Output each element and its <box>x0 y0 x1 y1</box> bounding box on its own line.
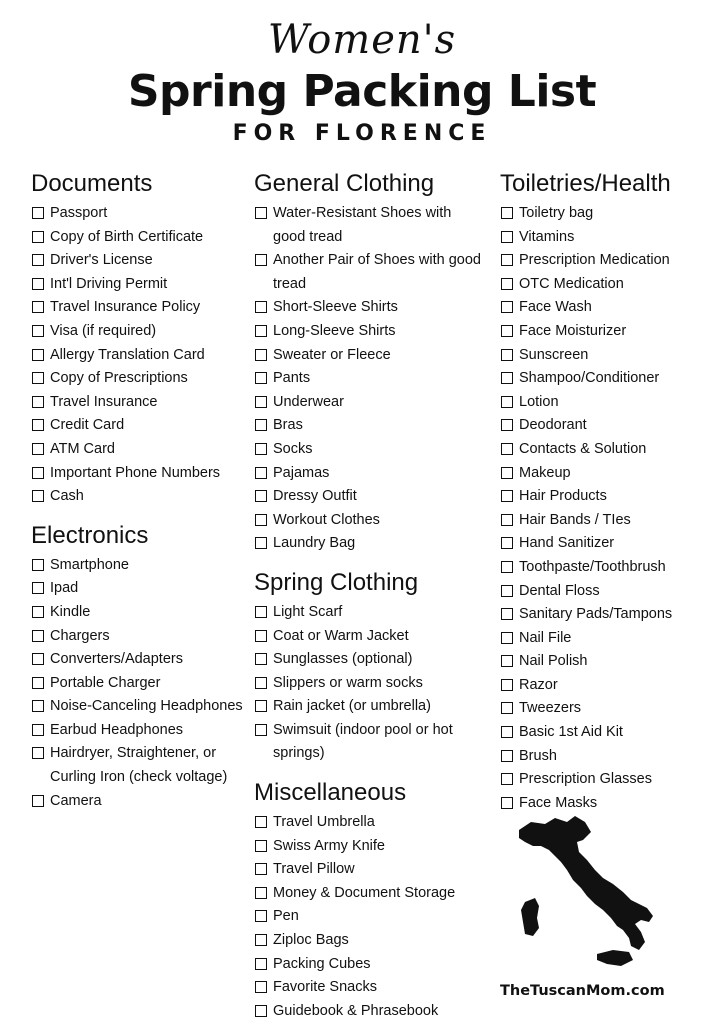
checklist-item-label: Earbud Headphones <box>50 721 184 738</box>
checkbox-icon[interactable] <box>255 514 267 526</box>
checklist <box>31 554 246 814</box>
checklist-item-label: Dressy Outfit <box>273 488 357 505</box>
checklist-item-label: OTC Medication <box>519 275 624 292</box>
page-subtitle: FOR FLORENCE <box>232 121 492 146</box>
checkbox-icon[interactable] <box>501 490 513 502</box>
checklist-item[interactable] <box>254 835 484 859</box>
checklist-item[interactable] <box>31 672 246 696</box>
checklist-item[interactable] <box>254 249 484 296</box>
checklist-item[interactable] <box>31 202 246 226</box>
checklist-item[interactable] <box>31 577 246 601</box>
checklist-item-label: Swimsuit (indoor pool or hot springs) <box>273 721 453 762</box>
checkbox-icon[interactable] <box>255 606 267 618</box>
checkbox-icon[interactable] <box>255 630 267 642</box>
checklist-item-label: Copy of Prescriptions <box>50 370 188 387</box>
checkbox-icon[interactable] <box>255 254 267 266</box>
checkbox-icon[interactable] <box>255 887 267 899</box>
checkbox-icon[interactable] <box>32 254 44 266</box>
checkbox-icon[interactable] <box>255 958 267 970</box>
checklist-item[interactable] <box>31 367 246 391</box>
section-documents <box>31 166 246 509</box>
checklist-item-label: Camera <box>50 792 102 809</box>
checkbox-icon[interactable] <box>32 559 44 571</box>
checkbox-icon[interactable] <box>501 726 513 738</box>
checklist-item[interactable] <box>254 953 484 977</box>
checklist-item-label: Razor <box>519 676 558 693</box>
checklist <box>254 811 484 1023</box>
checklist-item[interactable] <box>31 742 246 789</box>
checklist-item-label: Ziploc Bags <box>273 932 349 949</box>
checklist-item[interactable] <box>254 344 484 368</box>
checklist-item-label: Another Pair of Shoes with good tread <box>273 252 481 292</box>
checklist-item-label: Travel Insurance Policy <box>50 299 201 316</box>
checklist-item[interactable] <box>31 226 246 250</box>
section-spring-clothing <box>254 565 484 766</box>
checklist-item[interactable] <box>500 226 715 250</box>
checklist-item-label: Slippers or warm socks <box>273 674 423 691</box>
checkbox-icon[interactable] <box>501 325 513 337</box>
checklist-item-label: Nail File <box>519 629 572 646</box>
checklist-item[interactable] <box>254 414 484 438</box>
checklist-item-label: Hairdryer, Straightener, or Curling Iron (check voltage) <box>50 745 228 786</box>
checkbox-icon[interactable] <box>255 981 267 993</box>
checklist-item-label: Basic 1st Aid Kit <box>519 724 623 741</box>
checklist-item[interactable] <box>500 367 715 391</box>
checklist-item[interactable] <box>500 580 715 604</box>
checklist <box>500 202 715 815</box>
checkbox-icon[interactable] <box>32 419 44 431</box>
checklist-item[interactable] <box>254 320 484 344</box>
checkbox-icon[interactable] <box>501 750 513 762</box>
checkbox-icon[interactable] <box>32 467 44 479</box>
checkbox-icon[interactable] <box>255 816 267 828</box>
checklist-item-label: Water-Resistant Shoes with good tread <box>273 205 452 245</box>
checklist-item-label: Travel Insurance <box>50 393 158 410</box>
checklist-item-label: Lotion <box>519 393 559 410</box>
checklist-item-label: Chargers <box>50 627 110 644</box>
checklist-item-label: Guidebook & Phrasebook <box>273 1002 439 1019</box>
checklist-item[interactable] <box>31 320 246 344</box>
section-electronics <box>31 518 246 814</box>
checklist-item-label: Short-Sleeve Shirts <box>273 299 398 316</box>
checklist-item-label: Favorite Snacks <box>273 979 377 996</box>
checklist-item-label: Face Moisturizer <box>519 322 627 339</box>
checklist-item[interactable] <box>254 367 484 391</box>
checkbox-icon[interactable] <box>501 372 513 384</box>
italy-map-icon <box>505 812 665 977</box>
checklist-item-label: Light Scarf <box>273 603 343 620</box>
checklist-item-label: Pen <box>273 908 299 925</box>
checklist-item-label: Pajamas <box>273 464 330 481</box>
checklist-item[interactable] <box>500 697 715 721</box>
checklist-item-label: Face Wash <box>519 299 592 316</box>
checklist-item-label: Money & Document Storage <box>273 884 456 901</box>
checkbox-icon[interactable] <box>501 773 513 785</box>
checklist-item[interactable] <box>500 721 715 745</box>
checkbox-icon[interactable] <box>255 207 267 219</box>
checklist-item[interactable] <box>254 719 484 766</box>
checkbox-icon[interactable] <box>32 396 44 408</box>
checklist-item[interactable] <box>254 202 484 249</box>
checkbox-icon[interactable] <box>501 419 513 431</box>
checkbox-icon[interactable] <box>32 443 44 455</box>
checkbox-icon[interactable] <box>32 795 44 807</box>
page-title: Spring Packing List <box>127 66 597 117</box>
checklist-item-label: Pants <box>273 370 311 387</box>
checklist-item[interactable] <box>500 462 715 486</box>
checkbox-icon[interactable] <box>501 585 513 597</box>
checklist-item-label: Travel Umbrella <box>273 814 375 831</box>
checklist-item[interactable] <box>254 929 484 953</box>
checklist-item[interactable] <box>500 391 715 415</box>
checklist-item[interactable] <box>254 485 484 509</box>
checklist-item-label: Laundry Bag <box>273 535 356 552</box>
checkbox-icon[interactable] <box>501 797 513 809</box>
checkbox-icon[interactable] <box>255 419 267 431</box>
checklist-item-label: Ipad <box>50 580 79 597</box>
checklist-item-label: Int'l Driving Permit <box>50 275 168 292</box>
checklist-item[interactable] <box>500 745 715 769</box>
checkbox-icon[interactable] <box>255 467 267 479</box>
checkbox-icon[interactable] <box>501 632 513 644</box>
checkbox-icon[interactable] <box>32 747 44 759</box>
checkbox-icon[interactable] <box>32 207 44 219</box>
checklist-item-label: Hair Bands / TIes <box>519 511 631 528</box>
checkbox-icon[interactable] <box>501 514 513 526</box>
checklist <box>254 202 484 556</box>
checklist-item-label: Workout Clothes <box>273 511 380 528</box>
checklist-item-label: Hair Products <box>519 488 607 505</box>
checkbox-icon[interactable] <box>32 490 44 502</box>
checklist-item-label: Sweater or Fleece <box>273 346 391 363</box>
checkbox-icon[interactable] <box>501 207 513 219</box>
checkbox-icon[interactable] <box>255 301 267 313</box>
checklist-item[interactable] <box>254 532 484 556</box>
checkbox-icon[interactable] <box>32 349 44 361</box>
checklist-item[interactable] <box>254 976 484 1000</box>
checklist-item[interactable] <box>500 556 715 580</box>
checklist-item[interactable] <box>31 790 246 814</box>
checkbox-icon[interactable] <box>501 278 513 290</box>
checklist-item[interactable] <box>31 719 246 743</box>
checklist-item[interactable] <box>31 462 246 486</box>
checklist-item-label: Rain jacket (or umbrella) <box>273 698 431 715</box>
checklist-item-label: Tweezers <box>519 700 582 717</box>
checkbox-icon[interactable] <box>255 349 267 361</box>
checklist-item[interactable] <box>500 344 715 368</box>
checklist-item[interactable] <box>31 273 246 297</box>
column-2 <box>254 166 484 1023</box>
checkbox-icon[interactable] <box>501 679 513 691</box>
column-1 <box>31 166 246 813</box>
checkbox-icon[interactable] <box>255 677 267 689</box>
section-title: Spring Clothing <box>254 568 419 596</box>
section-miscellaneous <box>254 775 484 1023</box>
checklist-item[interactable] <box>254 858 484 882</box>
checkbox-icon[interactable] <box>32 653 44 665</box>
checklist-item[interactable] <box>31 391 246 415</box>
checkbox-icon[interactable] <box>255 653 267 665</box>
checklist-item[interactable] <box>254 1000 484 1024</box>
checkbox-icon[interactable] <box>255 934 267 946</box>
checkbox-icon[interactable] <box>32 301 44 313</box>
checklist-item[interactable] <box>254 905 484 929</box>
checklist-item[interactable] <box>500 509 715 533</box>
checklist-item[interactable] <box>500 320 715 344</box>
checklist-item[interactable] <box>500 532 715 556</box>
checkbox-icon[interactable] <box>501 655 513 667</box>
section-general-clothing <box>254 166 484 556</box>
checklist <box>254 601 484 766</box>
checklist-item-label: Sunglasses (optional) <box>273 651 413 668</box>
checkbox-icon[interactable] <box>255 443 267 455</box>
italy-map-shape <box>505 812 665 977</box>
script-title: Women's <box>267 17 457 63</box>
checklist-item-label: Hand Sanitizer <box>519 535 615 552</box>
checklist-item-label: Coat or Warm Jacket <box>273 627 409 644</box>
checklist-item-label: Nail Polish <box>519 653 588 670</box>
checklist-item[interactable] <box>254 296 484 320</box>
checklist-item-label: Passport <box>50 205 108 221</box>
checkbox-icon[interactable] <box>32 724 44 736</box>
checklist-item[interactable] <box>254 391 484 415</box>
checklist-item-label: Allergy Translation Card <box>50 346 205 363</box>
checkbox-icon[interactable] <box>255 1005 267 1017</box>
checklist-item-label: Credit Card <box>50 417 125 434</box>
checkbox-icon[interactable] <box>255 325 267 337</box>
checklist-item-label: Noise-Canceling Headphones <box>50 698 243 715</box>
checkbox-icon[interactable] <box>501 396 513 408</box>
checklist-item-label: Visa (if required) <box>50 322 157 339</box>
checklist-item-label: Converters/Adapters <box>50 651 183 668</box>
checklist-item-label: ATM Card <box>50 440 115 457</box>
section-title: General Clothing <box>254 170 435 197</box>
checkbox-icon[interactable] <box>32 700 44 712</box>
checkbox-icon[interactable] <box>32 231 44 243</box>
checklist-item[interactable] <box>254 438 484 462</box>
checkbox-icon[interactable] <box>255 910 267 922</box>
checkbox-icon[interactable] <box>501 349 513 361</box>
checkbox-icon[interactable] <box>255 372 267 384</box>
checklist-item[interactable] <box>500 414 715 438</box>
checklist-item[interactable] <box>500 603 715 627</box>
section-gap <box>31 509 246 518</box>
section-title: Electronics <box>31 521 149 549</box>
checklist-item[interactable] <box>500 249 715 273</box>
checklist-item-label: Prescription Glasses <box>519 771 652 788</box>
website-credit: TheTuscanMom.com <box>500 983 665 999</box>
checklist-item[interactable] <box>500 485 715 509</box>
checklist-item-label: Copy of Birth Certificate <box>50 228 204 245</box>
section-gap <box>254 766 484 775</box>
checklist-item-label: Brush <box>519 747 557 764</box>
checkbox-icon[interactable] <box>501 561 513 573</box>
checklist-item[interactable] <box>500 202 715 226</box>
checklist-item-label: Sunscreen <box>519 346 589 363</box>
checklist-item[interactable] <box>500 674 715 698</box>
checklist-item-label: Long-Sleeve Shirts <box>273 322 396 339</box>
section-toiletries-health <box>500 166 715 815</box>
checkbox-icon[interactable] <box>255 537 267 549</box>
checkbox-icon[interactable] <box>501 608 513 620</box>
section-title: Miscellaneous <box>254 779 407 807</box>
checklist-item[interactable] <box>31 554 246 578</box>
checklist-item-label: Smartphone <box>50 556 129 573</box>
checkbox-icon[interactable] <box>255 396 267 408</box>
checklist-item[interactable] <box>31 695 246 719</box>
checklist-item-label: Prescription Medication <box>519 252 670 269</box>
checklist-item[interactable] <box>31 344 246 368</box>
checklist <box>31 202 246 509</box>
checklist-item[interactable] <box>31 296 246 320</box>
checklist-item-label: Socks <box>273 440 313 457</box>
checkbox-icon[interactable] <box>32 582 44 594</box>
checklist-item[interactable] <box>500 296 715 320</box>
checklist-item[interactable] <box>31 438 246 462</box>
checklist-item[interactable] <box>254 462 484 486</box>
section-title: Toiletries/Health <box>500 170 671 197</box>
checklist-item[interactable] <box>254 625 484 649</box>
checklist-item[interactable] <box>31 648 246 672</box>
checklist-item-label: Contacts & Solution <box>519 440 647 457</box>
checklist-item-label: Face Masks <box>519 794 598 811</box>
checkbox-icon[interactable] <box>255 724 267 736</box>
checkbox-icon[interactable] <box>32 372 44 384</box>
checkbox-icon[interactable] <box>255 840 267 852</box>
checkbox-icon[interactable] <box>32 325 44 337</box>
checklist-item[interactable] <box>254 601 484 625</box>
checklist-item-label: Makeup <box>519 464 571 481</box>
checklist-item-label: Vitamins <box>519 228 575 245</box>
checklist-item-label: Travel Pillow <box>273 861 355 878</box>
checklist-item[interactable] <box>31 485 246 509</box>
checklist-item[interactable] <box>500 438 715 462</box>
checkbox-icon[interactable] <box>501 443 513 455</box>
checklist-item-label: Important Phone Numbers <box>50 464 221 481</box>
checkbox-icon[interactable] <box>32 630 44 642</box>
checkbox-icon[interactable] <box>501 537 513 549</box>
column-3 <box>500 166 715 815</box>
checklist-item-label: Portable Charger <box>50 674 161 691</box>
checkbox-icon[interactable] <box>501 467 513 479</box>
checklist-item-label: Swiss Army Knife <box>273 837 385 854</box>
checkbox-icon[interactable] <box>501 702 513 714</box>
checklist-item-label: Toiletry bag <box>519 205 594 221</box>
checkbox-icon[interactable] <box>255 700 267 712</box>
checkbox-icon[interactable] <box>32 278 44 290</box>
checklist-item[interactable] <box>254 811 484 835</box>
checkbox-icon[interactable] <box>255 863 267 875</box>
checklist-item-label: Sanitary Pads/Tampons <box>519 606 673 623</box>
checklist-item[interactable] <box>500 650 715 674</box>
checkbox-icon[interactable] <box>501 301 513 313</box>
checklist-item-label: Dental Floss <box>519 582 600 599</box>
section-gap <box>254 556 484 565</box>
checklist-item-label: Shampoo/Conditioner <box>519 370 660 387</box>
checklist-item-label: Driver's License <box>50 252 153 269</box>
checklist-item-label: Bras <box>273 417 303 434</box>
checkbox-icon[interactable] <box>32 606 44 618</box>
checkbox-icon[interactable] <box>32 677 44 689</box>
checklist-item[interactable] <box>500 273 715 297</box>
checklist-item-label: Cash <box>50 488 84 505</box>
checklist-item-label: Toothpaste/Toothbrush <box>519 558 666 575</box>
checklist-item[interactable] <box>254 882 484 906</box>
checklist-item[interactable] <box>31 601 246 625</box>
checklist-item[interactable] <box>254 695 484 719</box>
checkbox-icon[interactable] <box>255 490 267 502</box>
checklist-item-label: Underwear <box>273 393 344 410</box>
checklist-item-label: Packing Cubes <box>273 955 371 972</box>
checklist-item[interactable] <box>254 672 484 696</box>
checklist-item[interactable] <box>31 414 246 438</box>
checklist-item-label: Kindle <box>50 603 91 620</box>
checklist-item-label: Deodorant <box>519 417 587 434</box>
checklist-item[interactable] <box>500 768 715 792</box>
checkbox-icon[interactable] <box>501 231 513 243</box>
checkbox-icon[interactable] <box>501 254 513 266</box>
checklist-item[interactable] <box>31 625 246 649</box>
section-title: Documents <box>31 170 153 197</box>
checklist-item[interactable] <box>500 627 715 651</box>
checklist-item[interactable] <box>31 249 246 273</box>
checklist-item[interactable] <box>254 509 484 533</box>
checklist-item[interactable] <box>254 648 484 672</box>
